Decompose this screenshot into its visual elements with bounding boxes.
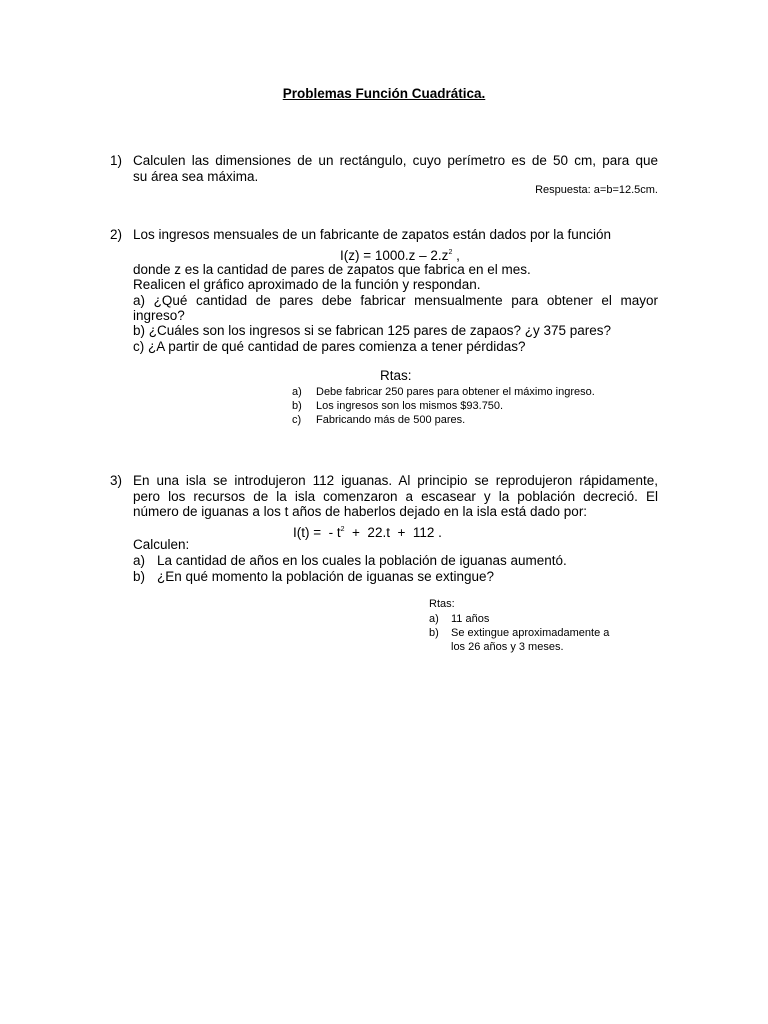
question-letter: a) bbox=[133, 553, 146, 568]
problem-text: Calculen: bbox=[133, 537, 190, 552]
problem-text: número de iguanas a los t años de haberlos dejado en la isla está dado por: bbox=[133, 504, 588, 519]
answer-text: Debe fabricar 250 pares para obtener el máximo ingreso. bbox=[316, 386, 595, 398]
question-b: b) ¿Cuáles son los ingresos si se fabrican 125 pares de zapaos? ¿y 375 pares? bbox=[133, 323, 612, 338]
formula-main: I(t) = - t bbox=[293, 525, 341, 540]
problem-number: 1) bbox=[110, 153, 123, 168]
answer-text: Respuesta: a=b=12.5cm. bbox=[535, 184, 658, 196]
answers-title: Rtas: bbox=[380, 368, 412, 383]
answer-letter: b) bbox=[292, 400, 302, 412]
answer-text: Los ingresos son los mismos $93.750. bbox=[316, 400, 504, 412]
problem-number: 3) bbox=[110, 473, 123, 488]
question-text: ¿En qué momento la población de iguanas se extingue? bbox=[157, 569, 494, 584]
question-b bbox=[133, 569, 494, 585]
answers-title: Rtas: bbox=[429, 598, 455, 610]
answer-text: 11 años bbox=[451, 613, 490, 625]
question-a-cont: ingreso? bbox=[133, 308, 185, 323]
question-a: a) ¿Qué cantidad de pares debe fabricar mensualmente para obtener el mayor bbox=[133, 293, 658, 308]
answer-text: Fabricando más de 500 pares. bbox=[316, 414, 466, 426]
answer-letter: c) bbox=[292, 414, 302, 426]
answer-item bbox=[292, 399, 503, 413]
problem-text: su área sea máxima. bbox=[133, 169, 259, 184]
question-a bbox=[133, 553, 567, 569]
problem-text: pero los recursos de la isla comenzaron a escasear y la población decreció. El bbox=[133, 489, 658, 504]
problem-text: Calculen las dimensiones de un rectángulo, cuyo perímetro es de 50 cm, para que bbox=[133, 153, 658, 168]
page-title: Problemas Función Cuadrática. bbox=[282, 86, 486, 101]
problem-number: 2) bbox=[110, 227, 123, 242]
formula-tail: + 22.t + 112 . bbox=[344, 525, 442, 540]
formula bbox=[293, 522, 442, 541]
answer-text: Se extingue aproximadamente a bbox=[451, 627, 610, 639]
answer-item bbox=[292, 413, 465, 427]
answer-letter: b) bbox=[429, 627, 439, 639]
answer-letter: a) bbox=[429, 613, 439, 625]
formula-tail: , bbox=[452, 248, 460, 263]
formula-exponent: 2 bbox=[340, 526, 345, 533]
question-c: c) ¿A partir de qué cantidad de pares comienza a tener pérdidas? bbox=[133, 339, 526, 354]
answer-item bbox=[429, 612, 489, 626]
question-text: La cantidad de años en los cuales la población de iguanas aumentó. bbox=[157, 553, 567, 568]
answer-text-cont: los 26 años y 3 meses. bbox=[451, 641, 564, 653]
problem-text: En una isla se introdujeron 112 iguanas. Al principio se reprodujeron rápidamente, bbox=[133, 473, 658, 488]
answer-item bbox=[292, 385, 595, 399]
answer-letter: a) bbox=[292, 386, 302, 398]
problem-text: Realicen el gráfico aproximado de la función y respondan. bbox=[133, 277, 481, 292]
problem-text: Los ingresos mensuales de un fabricante de zapatos están dados por la función bbox=[133, 227, 612, 242]
answer-item bbox=[429, 626, 609, 640]
formula-exponent: 2 bbox=[448, 249, 453, 256]
problem-text: donde z es la cantidad de pares de zapatos que fabrica en el mes. bbox=[133, 262, 531, 277]
question-letter: b) bbox=[133, 569, 146, 584]
formula-main: I(z) = 1000.z – 2.z bbox=[340, 248, 449, 263]
